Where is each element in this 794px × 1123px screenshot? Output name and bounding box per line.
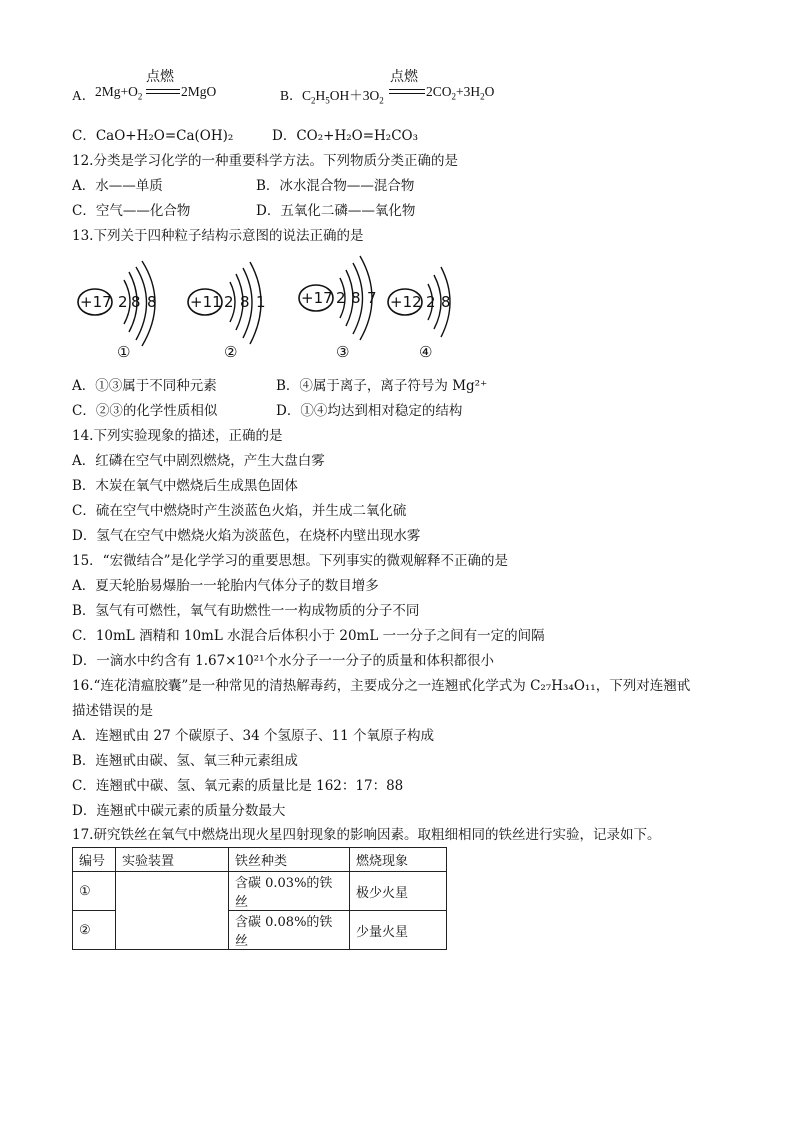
equation-left: $2Mg+O_2$ <box>95 84 143 102</box>
atom-diagram-2 <box>186 258 286 363</box>
shell-electrons: 2 <box>426 293 436 311</box>
nucleus-charge: +17 <box>80 293 112 311</box>
shell-electrons: 1 <box>256 293 266 311</box>
nucleus-charge: +11 <box>190 293 222 311</box>
q13-option-b: B．④属于离子，离子符号为 Mg²⁺ <box>276 378 488 394</box>
shell-electrons: 7 <box>367 289 377 307</box>
q15-option-c: C．10mL 酒精和 10mL 水混合后体积小于 20mL 一一分子之间有一定的间隔 <box>72 628 545 644</box>
q14-option-c: C．硫在空气中燃烧时产生淡蓝色火焰，并生成二氧化硫 <box>72 503 407 519</box>
table-cell: ② <box>73 911 116 950</box>
q12-option-a: A．水——单质 <box>72 178 163 194</box>
table-header-row <box>73 848 447 872</box>
nucleus-charge: +12 <box>390 293 422 311</box>
column-header: 编号 <box>73 848 116 872</box>
q12-stem: 12.分类是学习化学的一种重要科学方法。下列物质分类正确的是 <box>72 153 458 169</box>
shell-electrons: 2 <box>336 289 346 307</box>
option-label: B． <box>280 88 303 103</box>
q13-option-d: D．①④均达到相对稳定的结构 <box>276 403 463 419</box>
shell-electrons: 8 <box>441 293 451 311</box>
q16-option-b: B．连翘甙由碳、氢、氧三种元素组成 <box>72 753 298 769</box>
reaction-condition: 点燃 <box>390 69 418 85</box>
reaction-condition: 点燃 <box>146 69 174 85</box>
q14-option-d: D．氢气在空气中燃烧火焰为淡蓝色，在烧杯内壁出现水雾 <box>72 528 421 544</box>
equation-left: $C_2H_5OH+3O_2$ <box>302 88 384 106</box>
table-cell: ① <box>73 872 116 911</box>
q12-option-c: C．空气——化合物 <box>72 203 191 219</box>
q11-option-d: D．CO₂+H₂O=H₂CO₃ <box>272 128 419 144</box>
atom-marker: ③ <box>336 343 350 361</box>
atom-marker: ① <box>117 343 131 361</box>
atom-diagram-3 <box>296 252 396 362</box>
equation-right: $2CO_2+3H_2O$ <box>426 84 495 102</box>
experiment-table <box>72 847 447 950</box>
equals-sign <box>146 89 180 94</box>
q16-option-a: A．连翘甙由 27 个碳原子、34 个氢原子、11 个氧原子构成 <box>72 728 434 744</box>
q16-option-d: D．连翘甙中碳元素的质量分数最大 <box>72 803 286 819</box>
shell-electrons: 2 <box>224 293 234 311</box>
equals-sign <box>389 89 425 94</box>
column-header: 燃烧现象 <box>350 848 447 872</box>
shell-electrons: 8 <box>147 293 157 311</box>
table-cell: 极少火星 <box>350 872 447 911</box>
q14-option-b: B．木炭在氧气中燃烧后生成黑色固体 <box>72 478 298 494</box>
shell-electrons: 8 <box>131 293 141 311</box>
q14-stem: 14.下列实验现象的描述，正确的是 <box>72 428 283 444</box>
q13-option-a: A．①③属于不同种元素 <box>72 378 217 394</box>
table-cell: 少量火星 <box>350 911 447 950</box>
shell-electrons: 8 <box>240 293 250 311</box>
table-cell: 含碳 0.08%的铁丝 <box>229 911 350 950</box>
q15-option-b: B．氢气有可燃性，氧气有助燃性一一构成物质的分子不同 <box>72 603 420 619</box>
atom-marker: ② <box>224 343 238 361</box>
shell-electrons: 2 <box>118 293 128 311</box>
q16-stem-line-2: 描述错误的是 <box>72 703 153 719</box>
q13-stem: 13.下列关于四种粒子结构示意图的说法正确的是 <box>72 228 364 244</box>
equation-right: 2MgO <box>181 84 217 99</box>
q17-stem: 17.研究铁丝在氧气中燃烧出现火星四射现象的影响因素。取粗细相同的铁丝进行实验，记录如下。 <box>72 827 661 843</box>
atom-diagram-1 <box>74 258 184 363</box>
q15-option-a: A．夏天轮胎易爆胎一一轮胎内气体分子的数目增多 <box>72 578 379 594</box>
shell-electrons: 8 <box>351 289 361 307</box>
q15-stem: 15．“宏微结合”是化学学习的重要思想。下列事实的微观解释不正确的是 <box>72 553 508 569</box>
q12-option-d: D．五氧化二磷——氧化物 <box>256 203 416 219</box>
option-label: A． <box>72 88 96 103</box>
q16-option-c: C．连翘甙中碳、氢、氧元素的质量比是 162：17：88 <box>72 778 404 794</box>
q15-option-d: D．一滴水中约含有 1.67×10²¹个水分子一一分子的质量和体积都很小 <box>72 653 494 669</box>
column-header: 铁丝种类 <box>229 848 350 872</box>
column-header: 实验装置 <box>116 848 229 872</box>
q13-option-c: C．②③的化学性质相似 <box>72 403 218 419</box>
nucleus-charge: +17 <box>301 289 333 307</box>
atom-marker: ④ <box>419 343 433 361</box>
q14-option-a: A．红磷在空气中剧烈燃烧，产生大盘白雾 <box>72 453 325 469</box>
table-cell-apparatus <box>116 872 229 950</box>
atom-diagram-4 <box>386 258 476 363</box>
table-row <box>73 872 447 911</box>
q12-option-b: B．冰水混合物——混合物 <box>256 178 415 194</box>
q11-option-c: C．CaO+H₂O=Ca(OH)₂ <box>72 128 234 144</box>
table-cell: 含碳 0.03%的铁丝 <box>229 872 350 911</box>
q16-stem-line-1: 16.“连花清瘟胶囊”是一种常见的清热解毒药，主要成分之一连翘甙化学式为 C₂₇H₃₄O₁₁，下列对连翘甙 <box>72 678 691 694</box>
